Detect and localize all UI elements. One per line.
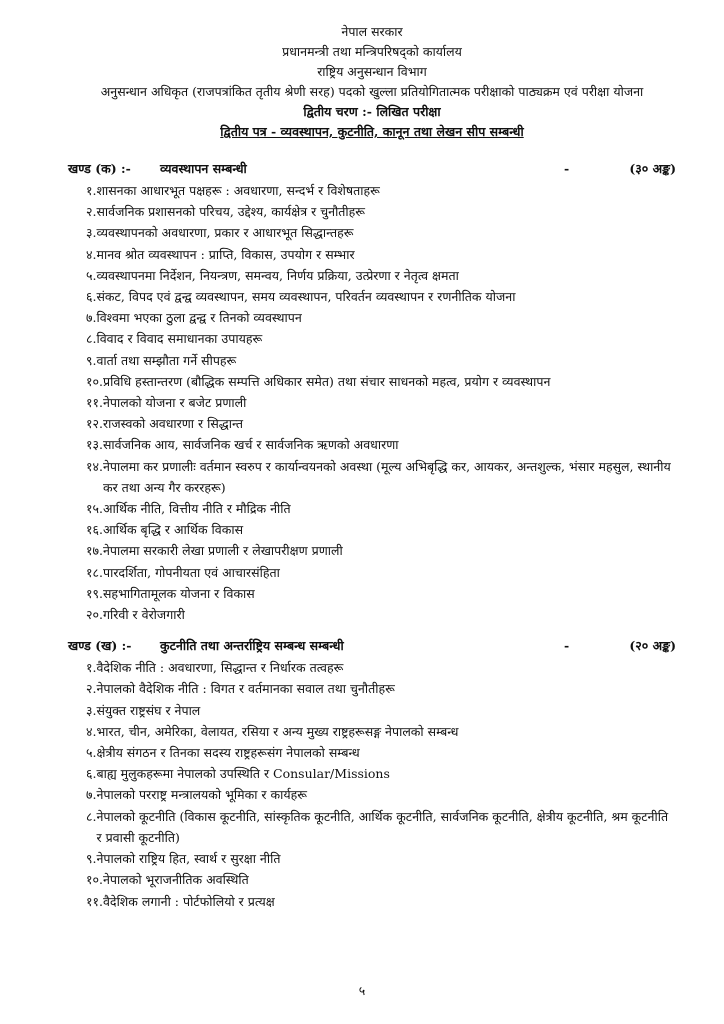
item-number: १२.: [86, 416, 103, 432]
item-text: राजस्वको अवधारणा र सिद्धान्त: [102, 416, 243, 432]
item-number: ९.: [86, 851, 97, 867]
item-number: ११.: [86, 893, 103, 909]
item-number: ११.: [86, 395, 103, 411]
section-marks: (३० अङ्क): [629, 161, 676, 176]
section-dash: -: [564, 161, 570, 176]
item-number: १३.: [86, 437, 103, 453]
item-number: १.: [86, 660, 97, 676]
item-number: १९.: [86, 585, 103, 601]
item-text: नेपालको राष्ट्रिय हित, स्वार्थ र सुरक्षा नीति: [96, 851, 281, 867]
header-syllabus-title: अनुसन्धान अधिकृत (राजपत्रांकित तृतीय श्रेणी सरह) पदको खुल्ला प्रतियोगितात्मक परीक्षाको पाठ्यक्रम एवं परीक्षा योजना: [100, 84, 644, 99]
page-number: ५: [358, 983, 366, 998]
list-item: [86, 265, 676, 286]
item-text: आर्थिक नीति, वित्तीय नीति र मौद्रिक नीति: [102, 501, 291, 517]
item-number: १०.: [86, 373, 103, 389]
list-item: [86, 201, 676, 222]
item-number: ७.: [86, 787, 97, 803]
item-text: संयुक्त राष्ट्रसंघ र नेपाल: [96, 702, 201, 718]
section-code: खण्ड (ख) :-: [68, 638, 132, 654]
item-number: १७.: [86, 543, 103, 559]
item-text: सार्वजनिक आय, सार्वजनिक खर्च र सार्वजनिक ऋणको अवधारणा: [102, 437, 399, 453]
section-title: कुटनीति तथा अन्तर्राष्ट्रिय सम्बन्ध सम्बन्धी: [160, 638, 344, 654]
section-kha: [68, 635, 676, 911]
item-number: ३.: [86, 225, 97, 241]
item-text: विवाद र विवाद समाधानका उपायहरू: [96, 331, 263, 347]
item-number: ४.: [86, 246, 97, 262]
list-item: [86, 222, 676, 243]
item-number: १.: [86, 183, 97, 198]
item-text: नेपालको योजना र बजेट प्रणाली: [102, 395, 247, 411]
list-item: [86, 678, 676, 699]
list-item: [86, 180, 676, 201]
list-item: [86, 392, 676, 413]
item-number: ४.: [86, 723, 97, 739]
item-text: नेपालको भूराजनीतिक अवस्थिति: [102, 872, 249, 888]
item-text: प्रविधि हस्तान्तरण (बौद्धिक सम्पत्ति अधिकार समेत) तथा संचार साधनको महत्व, प्रयोग र व्यवस्थापन: [102, 373, 551, 389]
section-ka: [68, 158, 676, 625]
item-number: ६.: [86, 766, 97, 782]
list-item: [86, 763, 676, 784]
list-item: [86, 371, 676, 392]
list-item: [86, 498, 676, 519]
item-text: व्यवस्थापनमा निर्देशन, नियन्त्रण, समन्वय, निर्णय प्रक्रिया, उत्प्रेरणा र नेतृत्व क्षमता: [96, 267, 459, 283]
list-item: [86, 891, 676, 912]
section-dash: -: [564, 638, 570, 654]
list-item: [86, 456, 676, 498]
list-item: [86, 350, 676, 371]
list-item: [86, 244, 676, 265]
list-item: [86, 307, 676, 328]
section-title: व्यवस्थापन सम्बन्धी: [160, 161, 247, 176]
item-number: १५.: [86, 501, 103, 517]
header-office: प्रधानमन्त्री तथा मन्त्रिपरिषद्को कार्यालय: [282, 44, 462, 59]
item-number: १६.: [86, 522, 103, 538]
item-number: २.: [86, 681, 97, 697]
list-item: [86, 328, 676, 349]
item-text: सार्वजनिक प्रशासनको परिचय, उद्देश्य, कार्यक्षेत्र र चुनौतीहरू: [96, 204, 366, 220]
header-department: राष्ट्रिय अनुसन्धान विभाग: [317, 64, 427, 79]
item-number: ८.: [86, 331, 97, 347]
list-item: [86, 434, 676, 455]
section-heading: [68, 635, 676, 657]
item-number: १०.: [86, 872, 103, 888]
item-text: गरिवी र वेरोजगारी: [102, 607, 185, 623]
item-text: वार्ता तथा सम्झौता गर्ने सीपहरू: [96, 352, 237, 368]
section-heading: [68, 158, 676, 180]
list-item: [86, 562, 676, 583]
item-text: सहभागितामूलक योजना र विकास: [102, 585, 255, 601]
item-number: ८.: [86, 808, 97, 824]
header-government: नेपाल सरकार: [341, 24, 403, 39]
list-item: [86, 700, 676, 721]
item-text: व्यवस्थापनको अवधारणा, प्रकार र आधारभूत सिद्धान्तहरू: [96, 225, 354, 241]
list-item: [86, 604, 676, 625]
item-text: नेपालको कूटनीति (विकास कूटनीति, सांस्कृतिक कूटनीति, आर्थिक कूटनीति, सार्वजनिक कूटनीति, क्षेत्रीय कूटनीति, श्रम कूटनीति र प्रवासी कूटनीति): [96, 808, 669, 845]
item-text: नेपालको वैदेशिक नीति : विगत र वर्तमानका सवाल तथा चुनौतीहरू: [96, 681, 395, 697]
item-text: नेपालमा सरकारी लेखा प्रणाली र लेखापरीक्षण प्रणाली: [102, 543, 343, 559]
item-number: २०.: [86, 607, 103, 623]
list-item: [86, 869, 676, 890]
item-number: ३.: [86, 702, 97, 718]
section-code: खण्ड (क) :-: [68, 161, 131, 176]
item-text: पारदर्शिता, गोपनीयता एवं आचारसंहिता: [102, 564, 280, 580]
list-item: [86, 742, 676, 763]
item-text: विश्वमा भएका ठुला द्वन्द्व र तिनको व्यवस्थापन: [96, 310, 302, 326]
item-text: संकट, विपद एवं द्वन्द्व व्यवस्थापन, समय व्यवस्थापन, परिवर्तन व्यवस्थापन र रणनीतिक योजना: [96, 289, 516, 305]
item-number: ५.: [86, 267, 97, 283]
list-item: [86, 540, 676, 561]
item-text: नेपालमा कर प्रणालीः वर्तमान स्वरुप र कार्यान्वयनको अवस्था (मूल्य अभिबृद्धि कर, आयकर, अन्तशुल्क, भंसार महसुल, स्थानीय कर तथा अन्य गैर कररहरू): [102, 458, 671, 495]
header-paper: द्वितीय पत्र - व्यवस्थापन, कुटनीति, कानून तथा लेखन सीप सम्बन्धी: [220, 124, 524, 139]
item-text: क्षेत्रीय संगठन र तिनका सदस्य राष्ट्रहरूसंग नेपालको सम्बन्ध: [96, 745, 360, 761]
item-number: ६.: [86, 289, 97, 305]
item-number: ५.: [86, 745, 97, 761]
item-text: बाह्य मुलुकहरूमा नेपालको उपस्थिति र Consular/Missions: [96, 766, 390, 782]
list-item: [86, 721, 676, 742]
item-number: १४.: [86, 458, 103, 474]
item-text: शासनका आधारभूत पक्षहरू : अवधारणा, सन्दर्भ र विशेषताहरू: [96, 183, 380, 198]
item-text: आर्थिक बृद्धि र आर्थिक विकास: [102, 522, 244, 538]
header-stage: द्वितीय चरण :- लिखित परीक्षा: [303, 104, 441, 119]
document-header: [68, 22, 676, 142]
item-text: नेपालको परराष्ट्र मन्त्रालयको भूमिका र कार्यहरू: [96, 787, 307, 803]
item-number: १८.: [86, 564, 103, 580]
item-number: ७.: [86, 310, 97, 326]
list-item: [86, 286, 676, 307]
list-item: [86, 848, 676, 869]
list-item: [86, 583, 676, 604]
list-item: [86, 806, 676, 848]
item-text: वैदेशिक लगानी : पोर्टफोलियो र प्रत्यक्ष: [102, 893, 275, 909]
list-item: [86, 657, 676, 678]
topic-list: [68, 657, 676, 911]
item-text: वैदेशिक नीति : अवधारणा, सिद्धान्त र निर्धारक तत्वहरू: [96, 660, 344, 676]
list-item: [86, 784, 676, 805]
item-number: २.: [86, 204, 97, 220]
topic-list: [68, 180, 676, 625]
section-marks: (२० अङ्क): [629, 638, 676, 654]
list-item: [86, 413, 676, 434]
item-number: ९.: [86, 352, 97, 368]
list-item: [86, 519, 676, 540]
item-text: मानव श्रोत व्यवस्थापन : प्राप्ति, विकास, उपयोग र सम्भार: [96, 246, 355, 262]
item-text: भारत, चीन, अमेरिका, वेलायत, रसिया र अन्य मुख्य राष्ट्रहरूसङ्ग नेपालको सम्बन्ध: [96, 723, 459, 739]
